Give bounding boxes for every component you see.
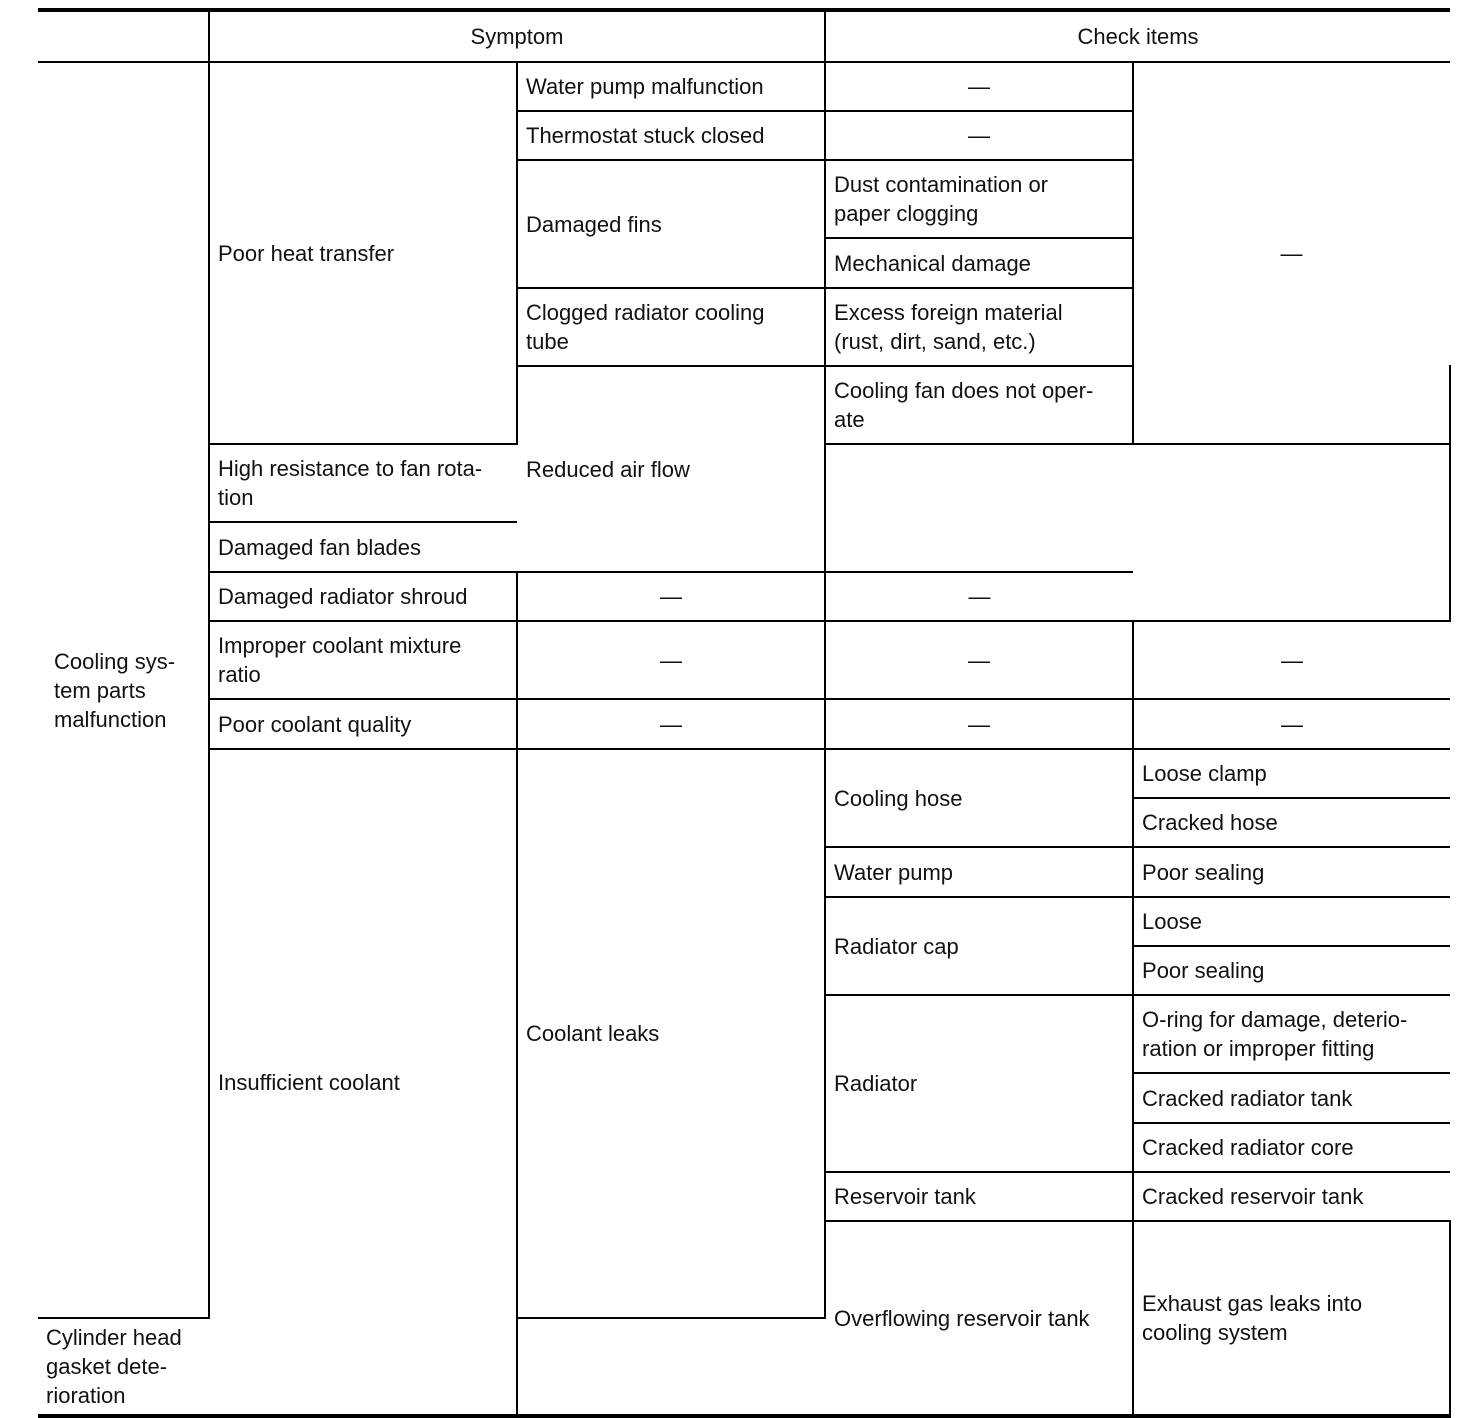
check-cracked-hose: Cracked hose: [1133, 798, 1450, 847]
cause-cooling-fan-not-operate: Cooling fan does not oper- ate: [825, 366, 1133, 444]
check-dust-contamination: Dust contamination or paper clogging: [825, 160, 1133, 238]
cause-high-fan-resistance: High resistance to fan rota- tion: [209, 444, 517, 522]
check-radiator-cap: Radiator cap: [825, 897, 1133, 995]
cause-water-pump-malfunction: Water pump malfunction: [517, 62, 825, 111]
symptom-poor-coolant-quality: Poor coolant quality: [209, 699, 517, 749]
check-dash: —: [1133, 62, 1450, 444]
check-dash: —: [825, 699, 1133, 749]
check-dash: —: [517, 572, 825, 621]
check-excess-foreign-material: Excess foreign material (rust, dirt, sand, etc.): [825, 288, 1133, 366]
check-loose-clamp: Loose clamp: [1133, 749, 1450, 798]
cause-damaged-fins: Damaged fins: [517, 160, 825, 288]
check-radiator: Radiator: [825, 995, 1133, 1172]
check-cooling-hose: Cooling hose: [825, 749, 1133, 847]
symptom-improper-coolant-mixture: Improper coolant mixture ratio: [209, 621, 517, 699]
cause-thermostat-stuck-closed: Thermostat stuck closed: [517, 111, 825, 160]
check-cylinder-head-gasket-deterioration: Cylinder head gasket dete- rioration: [38, 1318, 209, 1416]
check-o-ring: O-ring for damage, deterio- ration or improper fitting: [1133, 995, 1450, 1073]
check-dash: —: [517, 699, 825, 749]
check-cracked-reservoir-tank: Cracked reservoir tank: [1133, 1172, 1450, 1221]
check-dash: —: [825, 621, 1133, 699]
check-exhaust-gas-leaks: Exhaust gas leaks into cooling system: [1133, 1221, 1450, 1416]
symptom-poor-heat-transfer: Poor heat transfer: [209, 62, 517, 444]
check-mechanical-damage: Mechanical damage: [825, 238, 1133, 288]
check-cracked-radiator-core: Cracked radiator core: [1133, 1123, 1450, 1172]
cause-coolant-leaks: Coolant leaks: [517, 749, 825, 1318]
check-dash: —: [825, 572, 1133, 621]
header-symptom: Symptom: [209, 10, 825, 62]
check-poor-sealing: Poor sealing: [1133, 847, 1450, 897]
check-dash: —: [1133, 699, 1450, 749]
check-reservoir-tank: Reservoir tank: [825, 1172, 1133, 1221]
check-dash: —: [825, 62, 1133, 111]
check-dash: —: [517, 621, 825, 699]
check-dash: —: [1133, 621, 1450, 699]
symptom-insufficient-coolant: Insufficient coolant: [209, 749, 517, 1416]
check-cracked-radiator-tank: Cracked radiator tank: [1133, 1073, 1450, 1123]
cause-overflowing-reservoir-tank: Overflowing reservoir tank: [825, 1221, 1133, 1416]
category-cooling-system-parts-malfunction: Cooling sys- tem parts malfunction: [38, 62, 209, 1318]
cause-damaged-fan-blades: Damaged fan blades: [209, 522, 517, 572]
cause-clogged-radiator-tube: Clogged radiator cooling tube: [517, 288, 825, 366]
check-loose: Loose: [1133, 897, 1450, 946]
header-check-items: Check items: [825, 10, 1450, 62]
check-water-pump: Water pump: [825, 847, 1133, 897]
header-blank-cell: [38, 10, 209, 62]
check-dash: —: [825, 111, 1133, 160]
symptom-damaged-radiator-shroud: Damaged radiator shroud: [209, 572, 517, 621]
check-poor-sealing: Poor sealing: [1133, 946, 1450, 995]
troubleshooting-table: [38, 8, 1450, 1418]
symptom-reduced-air-flow: Reduced air flow: [517, 366, 825, 572]
